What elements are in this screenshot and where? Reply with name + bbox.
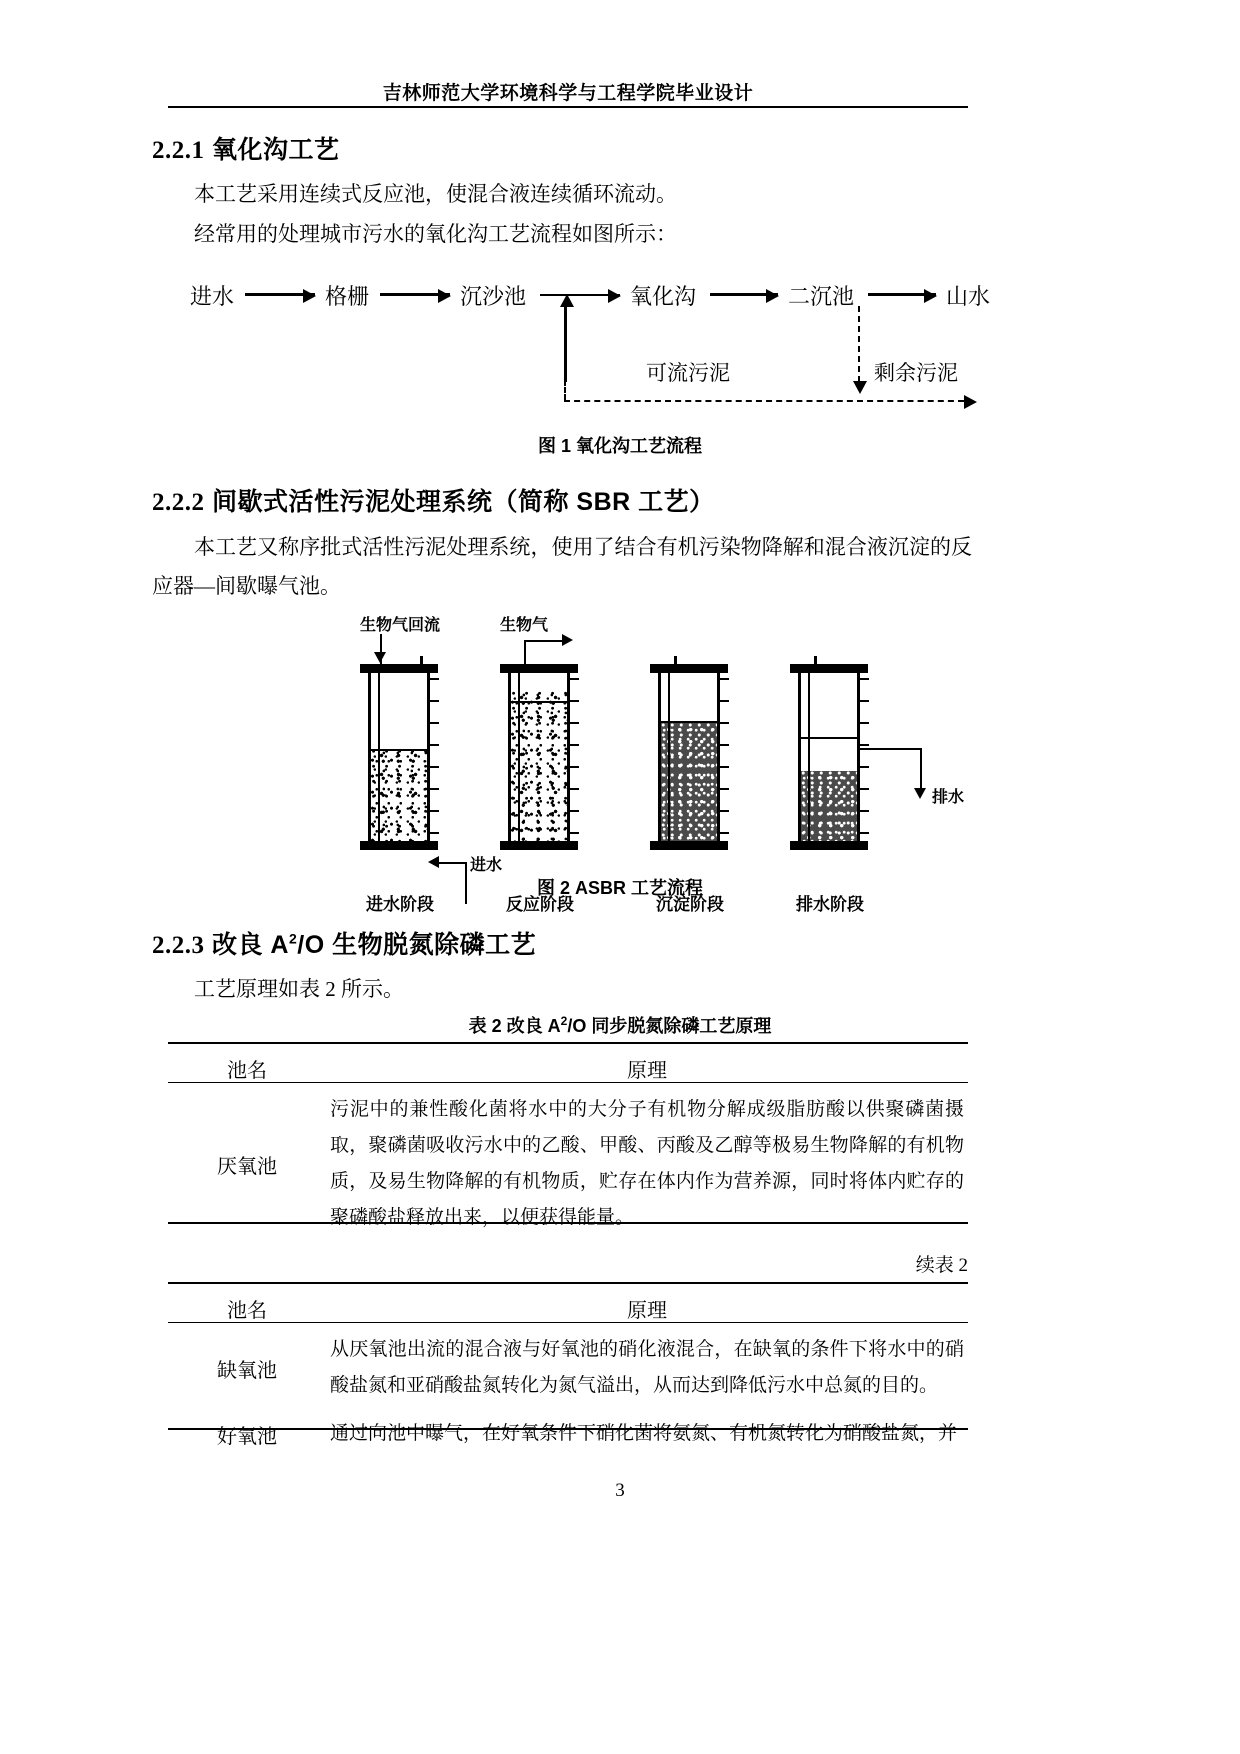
heading-2-2-1 xyxy=(152,130,339,166)
heading-2-2-3-title-pre: 改良 A xyxy=(211,931,289,959)
flow-node-secondary-clarifier: 二沉池 xyxy=(788,284,855,309)
flow-node-effluent: 山水 xyxy=(946,284,991,309)
heading-2-2-1-title: 氧化沟工艺 xyxy=(211,136,340,164)
paragraph-2-2-3-1: 工艺原理如表 2 所示。 xyxy=(194,977,404,1001)
asbr-reactor-1-lid xyxy=(360,664,438,673)
table-2-rule-top xyxy=(168,1042,968,1044)
asbr-reactor-2-lid xyxy=(500,664,578,673)
table-row xyxy=(168,1326,968,1410)
flow-sludge-collector-line xyxy=(564,400,964,402)
table-2-rule-mid xyxy=(168,1082,968,1083)
asbr-influent-line-h xyxy=(435,862,465,864)
asbr-reactor-2-inner-tube xyxy=(518,673,520,841)
asbr-effluent-arrow xyxy=(914,788,926,799)
table-2b-rule-top xyxy=(168,1282,968,1284)
flow-arrow-1 xyxy=(245,293,315,296)
table-2-caption-post: /O 同步脱氮除磷工艺原理 xyxy=(567,1016,772,1036)
flow-excess-arrowhead xyxy=(853,381,867,394)
table-2b-header-principle: 原理 xyxy=(627,1300,667,1322)
table-2-continued-body xyxy=(168,1326,968,1458)
asbr-reactor-4-ticks xyxy=(860,678,869,836)
heading-2-2-3-title-sup: 2 xyxy=(288,930,298,947)
paragraph-2-2-2-1: 本工艺又称序批式活性污泥处理系统，使用了结合有机污染物降解和混合液沉淀的反应器—间歇曝气池。 xyxy=(152,535,972,598)
asbr-stage-draw: 排水阶段 xyxy=(796,895,864,914)
flow-arrow-4 xyxy=(710,293,778,296)
table-row xyxy=(168,1086,968,1242)
asbr-reactor-3-lid xyxy=(650,664,728,673)
figure-asbr-process xyxy=(340,612,965,914)
flow-node-influent: 进水 xyxy=(190,284,235,309)
flow-excess-dash-vertical xyxy=(858,306,860,382)
heading-2-2-3 xyxy=(152,925,536,961)
asbr-reactor-2-base xyxy=(500,841,578,850)
asbr-label-influent: 进水 xyxy=(470,857,503,874)
flow-node-grille: 格栅 xyxy=(325,284,370,309)
heading-2-2-3-number: 2.2.3 xyxy=(152,932,205,959)
asbr-biogas-recycle-arrow xyxy=(374,652,386,663)
asbr-reactor-4-base xyxy=(790,841,868,850)
asbr-stage-settling: 沉淀阶段 xyxy=(656,895,724,914)
asbr-reactor-3-vent xyxy=(674,656,677,670)
flow-return-arrowhead xyxy=(560,294,574,307)
asbr-effluent-line-h xyxy=(860,748,920,750)
table-2-caption xyxy=(0,1012,1240,1038)
asbr-reactor-1-vent xyxy=(420,656,423,670)
table-2b-header-pool-name: 池名 xyxy=(227,1300,267,1322)
asbr-label-biogas: 生物气 xyxy=(500,617,549,634)
heading-2-2-2-title: 间歇式活性污泥处理系统（简称 SBR 工艺） xyxy=(211,488,715,516)
header-rule xyxy=(168,106,968,108)
heading-2-2-3-title-post: /O 生物脱氮除磷工艺 xyxy=(297,931,537,959)
asbr-biogas-out-line-v xyxy=(524,640,526,668)
paragraph-2-2-1-2: 经常用的处理城市污水的氧化沟工艺流程如图所示： xyxy=(194,222,677,246)
flow-label-excess-sludge: 剩余污泥 xyxy=(874,361,958,385)
flow-node-grit-chamber: 沉沙池 xyxy=(460,284,527,309)
asbr-reactor-4-vent xyxy=(814,656,817,670)
figure-2-caption: 图 2 ASBR 工艺流程 xyxy=(536,878,704,898)
table-2-header-pool-name: 池名 xyxy=(227,1060,267,1082)
asbr-reactor-1-base xyxy=(360,841,438,850)
asbr-label-biogas-recycle: 生物气回流 xyxy=(360,617,441,634)
flow-return-dash-vertical xyxy=(564,380,566,400)
asbr-stage-reaction: 反应阶段 xyxy=(506,895,574,914)
asbr-reactor-4-lid xyxy=(790,664,868,673)
flow-arrow-3 xyxy=(540,294,620,296)
table-2-rule-bottom xyxy=(168,1222,968,1224)
asbr-stage-feeding: 进水阶段 xyxy=(366,895,434,914)
asbr-reactor-3-ticks xyxy=(720,678,729,836)
flow-arrow-2 xyxy=(380,293,450,296)
asbr-reactor-2-ticks xyxy=(570,678,579,836)
table-2-header-principle: 原理 xyxy=(627,1060,667,1082)
table-2b-row-2-pool-name: 好氧池 xyxy=(217,1425,277,1448)
asbr-reactor-3-inner-tube xyxy=(668,673,670,841)
table-2-continued xyxy=(168,1285,968,1332)
flow-node-oxidation-ditch: 氧化沟 xyxy=(630,284,697,309)
flow-arrow-5 xyxy=(868,293,936,296)
table-2-caption-sup: 2 xyxy=(560,1014,568,1028)
flow-label-return-sludge: 可流污泥 xyxy=(646,361,730,385)
table-2b-row-1-principle: 从厌氧池出流的混合液与好氧池的硝化液混合，在缺氧的条件下将水中的硝酸盐氮和亚硝酸盐氮转化为氮气溢出，从而达到降低污水中总氮的目的。 xyxy=(330,1339,964,1396)
table-2b-rule-mid xyxy=(168,1322,968,1323)
heading-2-2-2 xyxy=(152,482,715,518)
running-header: 吉林师范大学环境科学与工程学院毕业设计 xyxy=(382,83,754,104)
table-2b-row-1-pool-name: 缺氧池 xyxy=(217,1359,277,1382)
table-2-body xyxy=(168,1086,968,1242)
paragraph-2-2-1-1: 本工艺采用连续式反应池，使混合液连续循环流动。 xyxy=(194,182,677,206)
page-number: 3 xyxy=(615,1480,625,1501)
table-2-header-row xyxy=(168,1045,968,1092)
asbr-influent-arrow xyxy=(428,856,439,868)
table-2b-header-row xyxy=(168,1285,968,1332)
table-2-caption-pre: 表 2 改良 A xyxy=(468,1016,561,1036)
table-2b-row-2-principle: 通过向池中曝气，在好氧条件下硝化菌将氨氮、有机氮转化为硝酸盐氮，并 xyxy=(330,1423,958,1444)
flow-return-up-arrow xyxy=(564,306,567,382)
table-2-row-1-pool-name: 厌氧池 xyxy=(217,1155,277,1178)
table-2 xyxy=(168,1045,968,1092)
table-row xyxy=(168,1410,968,1458)
heading-2-2-2-number: 2.2.2 xyxy=(152,489,205,516)
asbr-reactor-1-inner-tube xyxy=(378,673,380,841)
flow-collector-arrowhead xyxy=(964,395,977,409)
asbr-biogas-out-line-h xyxy=(524,640,566,642)
heading-2-2-1-number: 2.2.1 xyxy=(152,137,205,164)
figure-oxidation-ditch-flow xyxy=(168,262,998,422)
figure-1-caption: 图 1 氧化沟工艺流程 xyxy=(537,436,702,456)
table-2b-rule-bottom xyxy=(168,1428,968,1430)
asbr-reactor-1-ticks xyxy=(430,678,439,836)
asbr-biogas-out-arrow xyxy=(562,634,573,646)
table-2-row-1-principle: 污泥中的兼性酸化菌将水中的大分子有机物分解成级脂肪酸以供聚磷菌摄取，聚磷菌吸收污水中的乙酸、甲酸、丙酸及乙醇等极易生物降解的有机物质，及易生物降解的有机物质，贮存在体内作为营养源，同时将体内贮存的聚磷酸盐释放出来，以便获得能量。 xyxy=(330,1099,964,1228)
asbr-reactor-4-inner-tube xyxy=(808,673,810,841)
asbr-reactor-3-base xyxy=(650,841,728,850)
asbr-label-effluent: 排水 xyxy=(932,789,965,806)
table-2-continued-label: 续表 2 xyxy=(915,1255,968,1276)
